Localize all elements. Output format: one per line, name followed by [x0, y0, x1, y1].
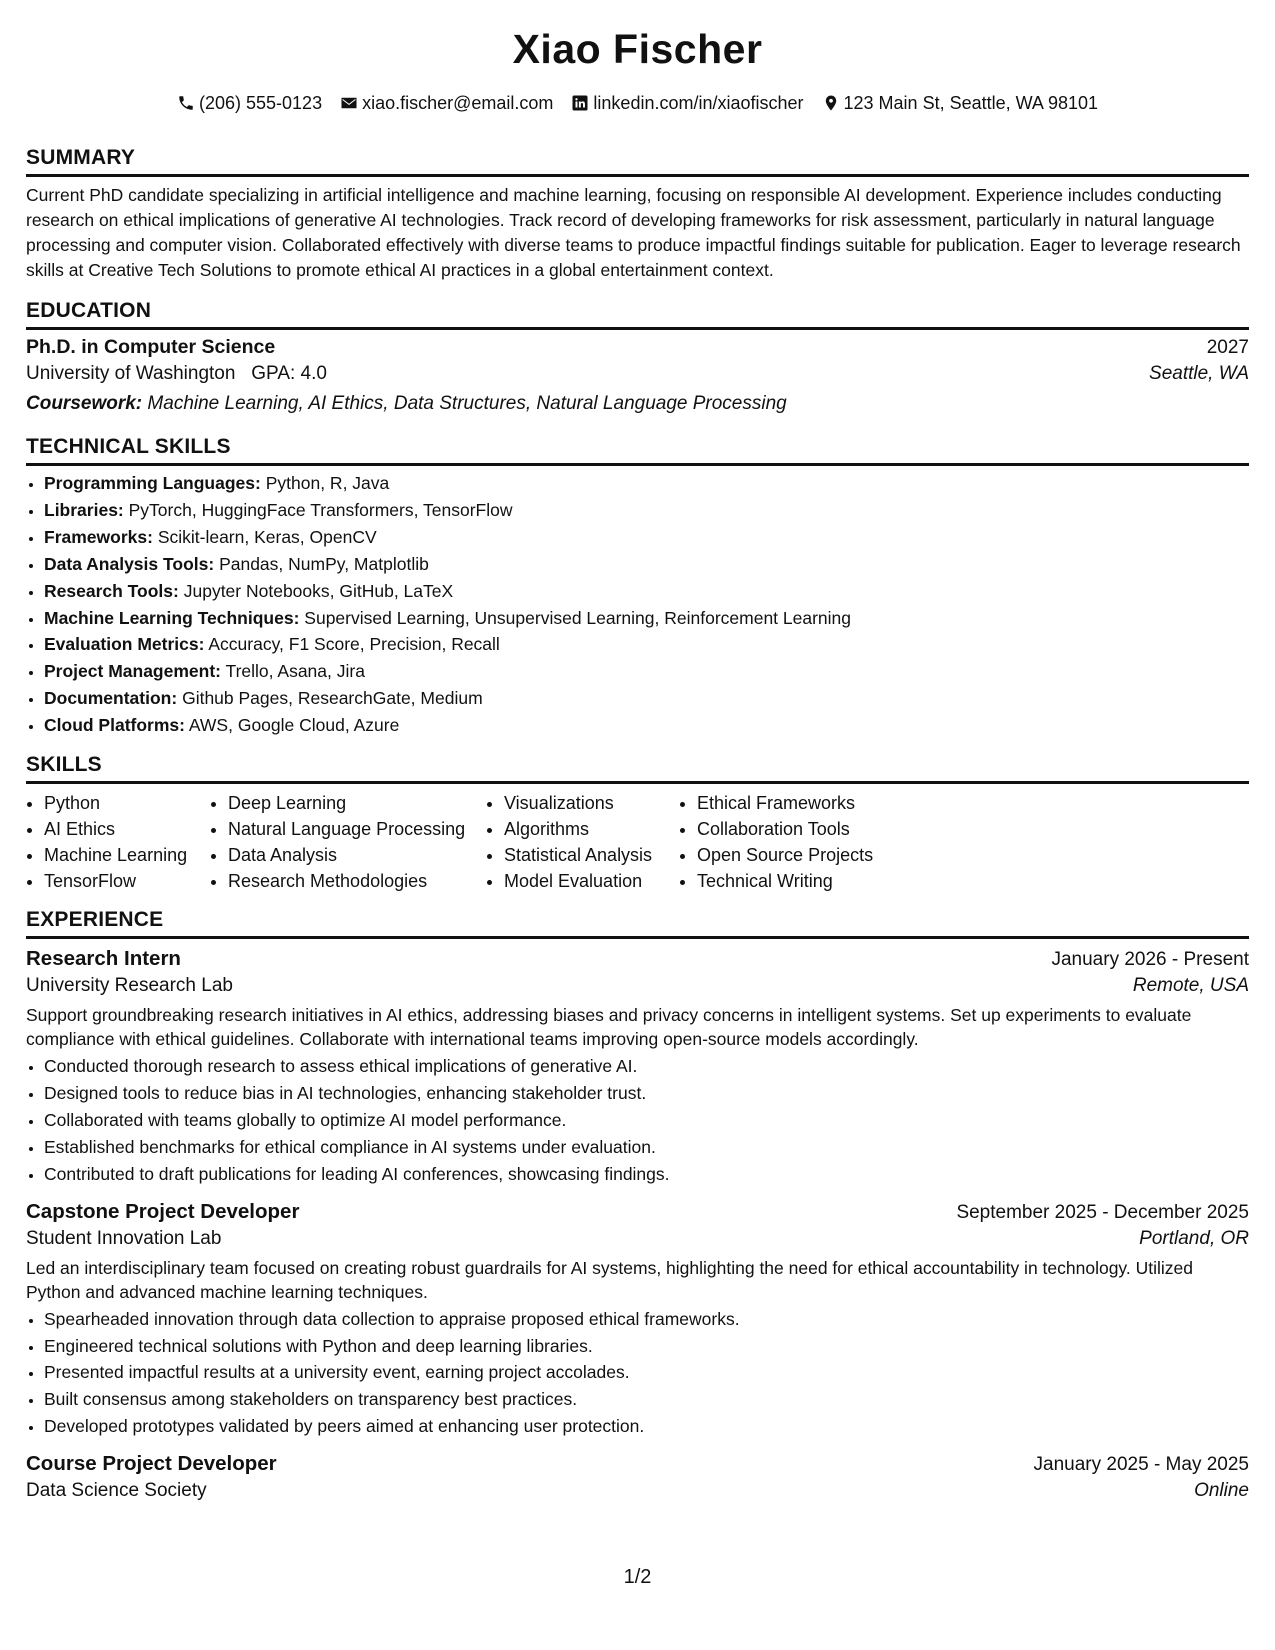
resume-page [26, 0, 1249, 1506]
list-item: • Ethical Frameworks [697, 790, 917, 816]
school-location: Seattle, WA [1149, 363, 1249, 384]
skill-category: Cloud Platforms: [44, 715, 185, 736]
phone-text: (206) 555-0123 [198, 93, 323, 113]
skill-values: Jupyter Notebooks, GitHub, LaTeX [183, 580, 454, 601]
list-item: • Python [44, 790, 210, 816]
list-item: • Designed tools to reduce bias in AI technologies, enhancing stakeholder trust. [44, 1080, 1249, 1107]
list-item [44, 578, 1249, 605]
address-text: 123 Main St, Seattle, WA 98101 [843, 93, 1099, 113]
summary-text: Current PhD candidate specializing in artificial intelligence and machine learning, focusing on responsible AI development. Experience includes conducting research on ethical implications of generative AI technologies. Track record of developing frameworks for risk assessment, particularly in natural language processing and computer vision. Collaborated effectively with diverse teams to produce impactful findings suitable for publication. Eager to leverage research skills at Creative Tech Solutions to promote ethical AI practices in a global entertainment context. [26, 185, 1241, 280]
skill-values: Supervised Learning, Unsupervised Learning, Reinforcement Learning [304, 607, 852, 628]
school-name: University of Washington [26, 363, 236, 384]
list-item: • Spearheaded innovation through data collection to appraise proposed ethical frameworks. [44, 1306, 1249, 1333]
list-item: • Collaboration Tools [697, 816, 917, 842]
gpa: GPA: 4.0 [251, 363, 327, 384]
graduation-year: 2027 [1206, 337, 1249, 358]
linkedin-icon [571, 94, 589, 112]
list-item [44, 551, 1249, 578]
envelope-icon [340, 94, 358, 112]
education-section [26, 299, 1249, 419]
skills-grid [26, 790, 1249, 894]
job-title: Course Project Developer [26, 1452, 277, 1476]
experience-section [26, 908, 1249, 1506]
candidate-name: Xiao Fischer [512, 26, 763, 72]
job-location: Online [1194, 1480, 1249, 1502]
list-item: • Presented impactful results at a university event, earning project accolades. [44, 1359, 1249, 1386]
skill-values: Scikit-learn, Keras, OpenCV [157, 526, 377, 547]
job-org-row [26, 1476, 1249, 1506]
skill-category: Machine Learning Techniques: [44, 607, 300, 628]
experience-heading: EXPERIENCE [26, 908, 1249, 939]
skill-category: Evaluation Metrics: [44, 634, 205, 655]
list-item: • Contributed to draft publications for leading AI conferences, showcasing findings. [44, 1161, 1249, 1188]
list-item: • Collaborated with teams globally to optimize AI model performance. [44, 1107, 1249, 1134]
list-item: • Technical Writing [697, 868, 917, 894]
list-item: • Built consensus among stakeholders on transparency best practices. [44, 1386, 1249, 1413]
list-item [44, 497, 1249, 524]
list-item: • Open Source Projects [697, 842, 917, 868]
phone-icon [177, 94, 195, 112]
list-item: • TensorFlow [44, 868, 210, 894]
skill-values: Accuracy, F1 Score, Precision, Recall [208, 634, 500, 655]
list-item: • Data Analysis [228, 842, 486, 868]
map-pin-icon [822, 94, 840, 112]
skill-category: Project Management: [44, 661, 221, 682]
experience-entry [26, 1452, 1249, 1506]
technical-skills-list [26, 470, 1249, 739]
list-item [44, 524, 1249, 551]
coursework-label: Coursework: [26, 393, 143, 414]
degree-title: Ph.D. in Computer Science [26, 336, 276, 358]
education-heading: EDUCATION [26, 299, 1249, 330]
list-item: • Deep Learning [228, 790, 486, 816]
list-item: • Established benchmarks for ethical compliance in AI systems under evaluation. [44, 1134, 1249, 1161]
job-organization: Data Science Society [26, 1480, 207, 1502]
coursework-line [26, 389, 1249, 419]
job-org-row [26, 971, 1249, 1001]
skill-values: Github Pages, ResearchGate, Medium [182, 688, 483, 709]
list-item [44, 470, 1249, 497]
job-dates: January 2026 - Present [1051, 949, 1249, 971]
technical-skills-section [26, 435, 1249, 739]
skill-values: AWS, Google Cloud, Azure [188, 715, 400, 736]
skill-values: Pandas, NumPy, Matplotlib [219, 553, 429, 574]
list-item: • AI Ethics [44, 816, 210, 842]
skills-heading: SKILLS [26, 753, 1249, 784]
job-summary: Led an interdisciplinary team focused on creating robust guardrails for AI systems, highlighting the need for ethical accountability in technology. Utilized Python and advanced machine learning techniques. [26, 1257, 1193, 1302]
contact-phone [177, 92, 322, 114]
job-title-row [26, 1200, 1249, 1224]
job-location: Portland, OR [1139, 1227, 1249, 1249]
contact-address [822, 92, 1099, 114]
job-title-row [26, 947, 1249, 971]
summary-heading: SUMMARY [26, 146, 1249, 177]
page-number: 1/2 [623, 1566, 652, 1588]
skills-column-3 [486, 790, 679, 894]
skills-column-2 [210, 790, 486, 894]
skills-column-4 [679, 790, 917, 894]
skill-values: PyTorch, HuggingFace Transformers, TensorFlow [128, 499, 513, 520]
list-item: • Research Methodologies [228, 868, 486, 894]
technical-skills-heading: TECHNICAL SKILLS [26, 435, 1249, 466]
job-organization: Student Innovation Lab [26, 1227, 222, 1249]
job-title: Capstone Project Developer [26, 1199, 300, 1223]
email-text[interactable]: xiao.fischer@email.com [362, 93, 554, 113]
job-bullets [26, 1053, 1249, 1188]
list-item [44, 658, 1249, 685]
list-item: • Developed prototypes validated by peers aimed at enhancing user protection. [44, 1413, 1249, 1440]
skill-values: Python, R, Java [265, 473, 390, 493]
contact-bar [26, 92, 1249, 114]
skills-section [26, 753, 1249, 894]
list-item: • Statistical Analysis [504, 842, 679, 868]
job-title-row [26, 1452, 1249, 1476]
list-item: • Visualizations [504, 790, 679, 816]
list-item: • Natural Language Processing [228, 816, 486, 842]
job-bullets [26, 1306, 1249, 1441]
linkedin-text[interactable]: linkedin.com/in/xiaofischer [593, 93, 804, 113]
list-item [44, 631, 1249, 658]
skill-category: Data Analysis Tools: [44, 553, 215, 574]
education-school-row [26, 359, 1249, 389]
skill-values: Trello, Asana, Jira [225, 661, 365, 682]
education-degree-row [26, 336, 1249, 359]
list-item [44, 605, 1249, 632]
experience-entry [26, 947, 1249, 1188]
skill-category: Libraries: [44, 499, 124, 520]
list-item [44, 685, 1249, 712]
job-org-row [26, 1224, 1249, 1254]
skills-column-1 [26, 790, 210, 894]
school-line [26, 359, 327, 389]
contact-linkedin[interactable] [571, 92, 803, 114]
job-dates: September 2025 - December 2025 [956, 1201, 1249, 1223]
job-title: Research Intern [26, 947, 181, 971]
skill-category: Frameworks: [44, 526, 153, 547]
list-item: • Engineered technical solutions with Python and deep learning libraries. [44, 1333, 1249, 1360]
skill-category: Research Tools: [44, 580, 179, 601]
list-item: • Conducted thorough research to assess ethical implications of generative AI. [44, 1053, 1249, 1080]
job-summary: Support groundbreaking research initiatives in AI ethics, addressing biases and privacy concerns in intelligent systems. Set up experiments to evaluate compliance with ethical guidelines. Collaborate with international teams improving open-source models accordingly. [26, 1005, 1192, 1050]
job-organization: University Research Lab [26, 975, 233, 997]
job-location: Remote, USA [1132, 975, 1249, 997]
summary-section [26, 146, 1249, 283]
contact-email[interactable] [340, 92, 553, 114]
skill-category: Documentation: [44, 688, 178, 709]
list-item: • Model Evaluation [504, 868, 679, 894]
list-item: • Machine Learning [44, 842, 210, 868]
list-item [44, 712, 1249, 739]
list-item: • Algorithms [504, 816, 679, 842]
coursework-list: Machine Learning, AI Ethics, Data Structures, Natural Language Processing [147, 393, 787, 414]
skill-category: Programming Languages: [44, 473, 261, 493]
job-dates: January 2025 - May 2025 [1033, 1454, 1249, 1476]
experience-entry [26, 1200, 1249, 1441]
